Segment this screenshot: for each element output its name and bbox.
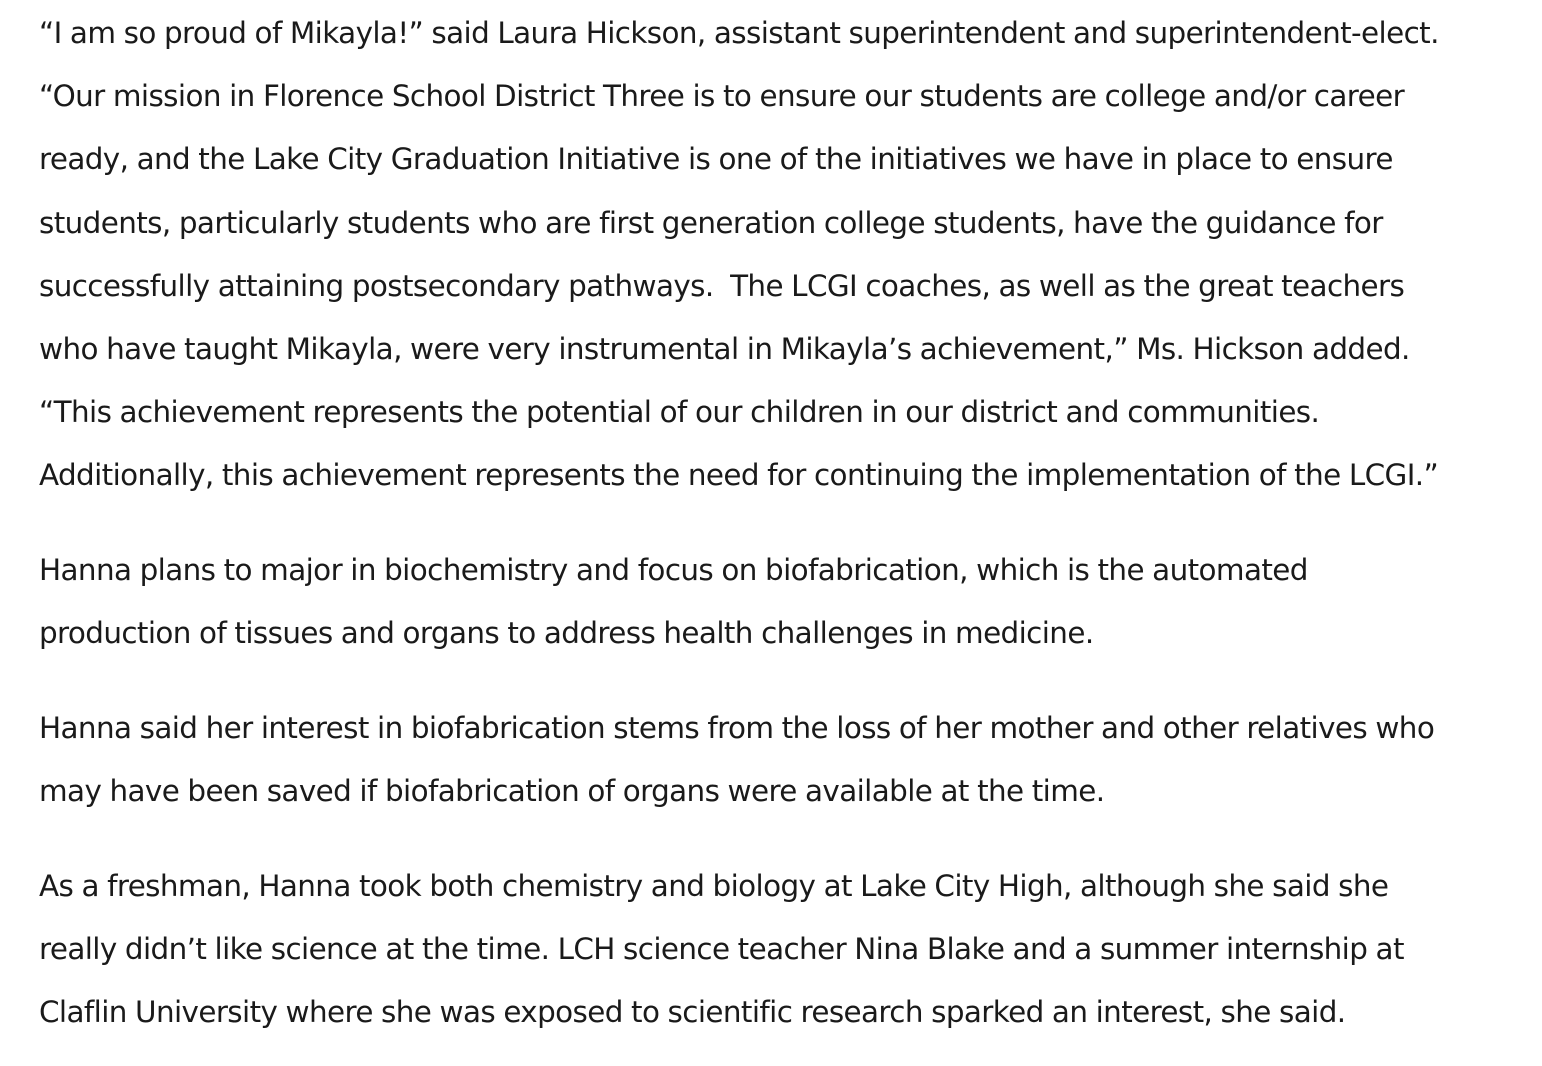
paragraph-line: “I am so proud of Mikayla!” said Laura Hickson, assistant superintendent and superintendent-elect. [39,16,1439,50]
paragraph-line: Claflin University where she was exposed to scientific research sparked an interest, she said. [39,995,1346,1030]
paragraph-line: really didn’t like science at the time. LCH science teacher Nina Blake and a summer internship at [39,931,1404,966]
paragraph-major-plans [39,539,1539,665]
paragraph-line: successfully attaining postsecondary pathways. The LCGI coaches, as well as the great teachers [39,268,1405,303]
paragraph-line: “Our mission in Florence School District Three is to ensure our students are college and/or career [39,79,1405,114]
paragraph-line: students, particularly students who are first generation college students, have the guidance for [39,205,1383,240]
paragraph-line: production of tissues and organs to address health challenges in medicine. [39,616,1094,651]
paragraph-line: “This achievement represents the potential of our children in our district and communities. [39,395,1320,430]
paragraph-line: who have taught Mikayla, were very instrumental in Mikayla’s achievement,” Ms. Hickson added. [39,331,1410,366]
paragraph-line: Hanna said her interest in biofabrication stems from the loss of her mother and other relatives who [39,710,1435,745]
paragraph-hickson-quote [39,2,1539,508]
paragraph-line: ready, and the Lake City Graduation Initiative is one of the initiatives we have in place to ensure [39,142,1393,177]
paragraph-biofabrication-interest [39,697,1539,823]
paragraph-line: As a freshman, Hanna took both chemistry and biology at Lake City High, although she said she [39,868,1389,903]
paragraph-line: may have been saved if biofabrication of organs were available at the time. [39,774,1105,809]
paragraph-line: Additionally, this achievement represents the need for continuing the implementation of the LCGI.” [39,458,1439,493]
paragraph-freshman-science [39,855,1539,1045]
article-body [39,2,1539,1044]
paragraph-line: Hanna plans to major in biochemistry and focus on biofabrication, which is the automated [39,553,1308,587]
